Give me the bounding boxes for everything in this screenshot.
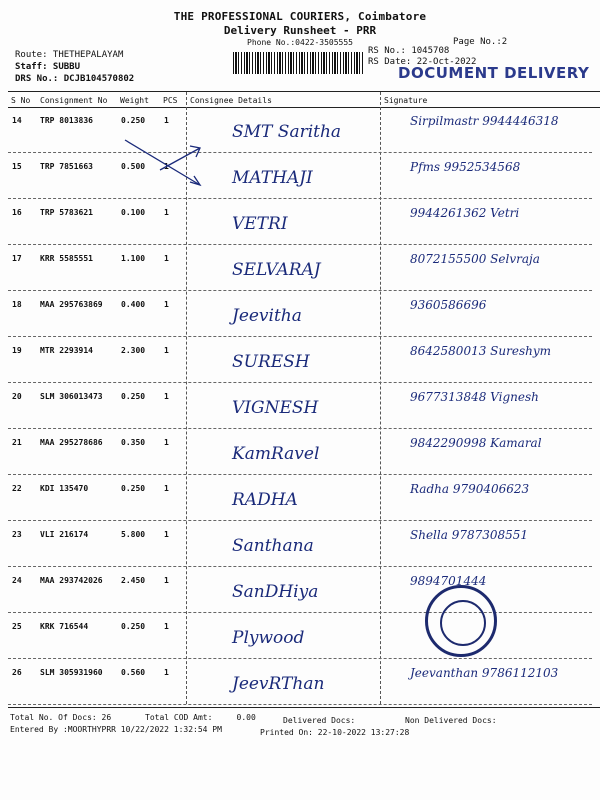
row-divider — [8, 566, 592, 567]
row-pcs: 1 — [164, 392, 169, 401]
row-sno: 18 — [12, 300, 22, 309]
rs-number: RS No.: 1045708 — [368, 46, 450, 56]
row-weight: 1.100 — [121, 254, 146, 263]
row-sno: 14 — [12, 116, 22, 125]
delivered-docs: Delivered Docs: — [283, 716, 356, 725]
footer-rule — [8, 707, 600, 708]
row-consignee-handwritten: VIGNESH — [232, 398, 319, 418]
row-pcs: 1 — [164, 346, 169, 355]
row-consignment: MAA 295763869 — [40, 300, 103, 309]
row-divider — [8, 152, 592, 153]
row-consignment: SLM 305931960 — [40, 668, 103, 677]
printed-on: Printed On: 22-10-2022 13:27:28 — [260, 728, 410, 737]
row-signature-handwritten: 9842290998 Kamaral — [410, 436, 542, 450]
row-sno: 26 — [12, 668, 22, 677]
row-consignment: VLI 216174 — [40, 530, 89, 539]
col-consignment: Consignment No — [40, 96, 108, 105]
company-name: THE PROFESSIONAL COURIERS, Coimbatore — [173, 10, 427, 23]
row-signature-handwritten: 9677313848 Vignesh — [410, 390, 539, 404]
row-divider — [8, 290, 592, 291]
total-cod: Total COD Amt: 0.00 — [145, 713, 256, 722]
col-signature: Signature — [384, 96, 428, 105]
row-consignment: MAA 295278686 — [40, 438, 103, 447]
row-weight: 0.560 — [121, 668, 146, 677]
total-docs: Total No. Of Docs: 26 — [10, 713, 112, 722]
row-weight: 0.250 — [121, 392, 146, 401]
row-weight: 0.250 — [121, 484, 146, 493]
row-consignee-handwritten: SURESH — [232, 352, 310, 372]
row-signature-handwritten: Jeevanthan 9786112103 — [410, 666, 559, 680]
row-consignee-handwritten: MATHAJI — [232, 168, 313, 188]
row-divider — [8, 520, 592, 521]
row-weight: 0.350 — [121, 438, 146, 447]
col-sno: S No — [11, 96, 31, 105]
row-sno: 24 — [12, 576, 22, 585]
row-consignee-handwritten: Plywood — [232, 628, 305, 648]
col-pcs: PCS — [163, 96, 178, 105]
row-divider — [8, 704, 592, 705]
row-consignment: MAA 293742026 — [40, 576, 103, 585]
row-divider — [8, 244, 592, 245]
row-weight: 2.300 — [121, 346, 146, 355]
row-weight: 0.250 — [121, 622, 146, 631]
row-pcs: 1 — [164, 576, 169, 585]
staff: Staff: SUBBU — [15, 62, 81, 72]
row-pcs: 1 — [164, 300, 169, 309]
row-signature-handwritten: 8642580013 Sureshym — [410, 344, 551, 358]
row-consignment: KRR 5585551 — [40, 254, 93, 263]
row-pcs: 1 — [164, 162, 169, 171]
row-weight: 0.400 — [121, 300, 146, 309]
row-signature-handwritten: 9894701444 — [410, 574, 487, 588]
row-pcs: 1 — [164, 116, 169, 125]
row-sno: 19 — [12, 346, 22, 355]
row-weight: 5.800 — [121, 530, 146, 539]
page-number: Page No.:2 — [453, 37, 508, 47]
phone-number: Phone No.:0422-3505555 — [247, 38, 353, 47]
row-sno: 25 — [12, 622, 22, 631]
row-consignee-handwritten: VETRI — [232, 214, 288, 234]
row-consignment: KRK 716544 — [40, 622, 89, 631]
company-seal — [425, 585, 497, 657]
row-pcs: 1 — [164, 484, 169, 493]
row-consignment: TRP 8013836 — [40, 116, 93, 125]
row-consignment: TRP 5783621 — [40, 208, 93, 217]
row-divider — [8, 612, 592, 613]
document-title: Delivery Runsheet - PRR — [223, 24, 377, 37]
row-divider — [8, 336, 592, 337]
row-divider — [8, 474, 592, 475]
rs-date: RS Date: 22-Oct-2022 — [368, 57, 477, 67]
row-divider — [8, 658, 592, 659]
row-weight: 0.100 — [121, 208, 146, 217]
entered-by: Entered By :MOORTHYPRR 10/22/2022 1:32:54 PM — [10, 725, 222, 734]
row-weight: 0.500 — [121, 162, 146, 171]
row-sno: 15 — [12, 162, 22, 171]
row-consignee-handwritten: RADHA — [232, 490, 298, 510]
row-sno: 23 — [12, 530, 22, 539]
row-sno: 22 — [12, 484, 22, 493]
col-consignee: Consignee Details — [190, 96, 272, 105]
row-pcs: 1 — [164, 622, 169, 631]
row-consignee-handwritten: SanDHiya — [232, 582, 319, 602]
row-consignment: SLM 306013473 — [40, 392, 103, 401]
row-signature-handwritten: 8072155500 Selvraja — [410, 252, 540, 266]
row-signature-handwritten: Sirpilmastr 9944446318 — [410, 114, 559, 128]
row-weight: 2.450 — [121, 576, 146, 585]
row-consignee-handwritten: JeevRThan — [232, 674, 325, 694]
drs-number: DRS No.: DCJB104570802 — [15, 74, 135, 84]
row-consignee-handwritten: KamRavel — [232, 444, 320, 464]
row-signature-handwritten: 9944261362 Vetri — [410, 206, 520, 220]
row-sno: 21 — [12, 438, 22, 447]
row-pcs: 1 — [164, 254, 169, 263]
row-consignee-handwritten: SMT Saritha — [232, 122, 342, 142]
document-delivery-stamp: DOCUMENT DELIVERY — [398, 64, 590, 82]
row-signature-handwritten: 9360586696 — [410, 298, 487, 312]
col-weight: Weight — [120, 96, 149, 105]
row-signature-handwritten: Pfms 9952534568 — [410, 160, 521, 174]
row-consignee-handwritten: Santhana — [232, 536, 314, 556]
row-consignment: MTR 2293914 — [40, 346, 93, 355]
row-consignee-handwritten: Jeevitha — [232, 306, 302, 326]
row-sno: 16 — [12, 208, 22, 217]
row-signature-handwritten: Radha 9790406623 — [410, 482, 530, 496]
header-rule-bottom — [8, 107, 600, 108]
row-divider — [8, 428, 592, 429]
non-delivered-docs: Non Delivered Docs: — [405, 716, 497, 725]
barcode — [233, 52, 365, 74]
row-pcs: 1 — [164, 530, 169, 539]
row-consignment: KDI 135470 — [40, 484, 89, 493]
row-consignee-handwritten: SELVARAJ — [232, 260, 321, 280]
row-pcs: 1 — [164, 668, 169, 677]
row-signature-handwritten: Shella 9787308551 — [410, 528, 529, 542]
handwritten-arrows — [120, 130, 210, 200]
row-divider — [8, 382, 592, 383]
row-sno: 17 — [12, 254, 22, 263]
row-divider — [8, 198, 592, 199]
row-pcs: 1 — [164, 438, 169, 447]
row-sno: 20 — [12, 392, 22, 401]
header-rule-top — [8, 91, 600, 92]
row-consignment: TRP 7851663 — [40, 162, 93, 171]
row-pcs: 1 — [164, 208, 169, 217]
row-weight: 0.250 — [121, 116, 146, 125]
route: Route: THETHEPALAYAM — [15, 50, 124, 60]
